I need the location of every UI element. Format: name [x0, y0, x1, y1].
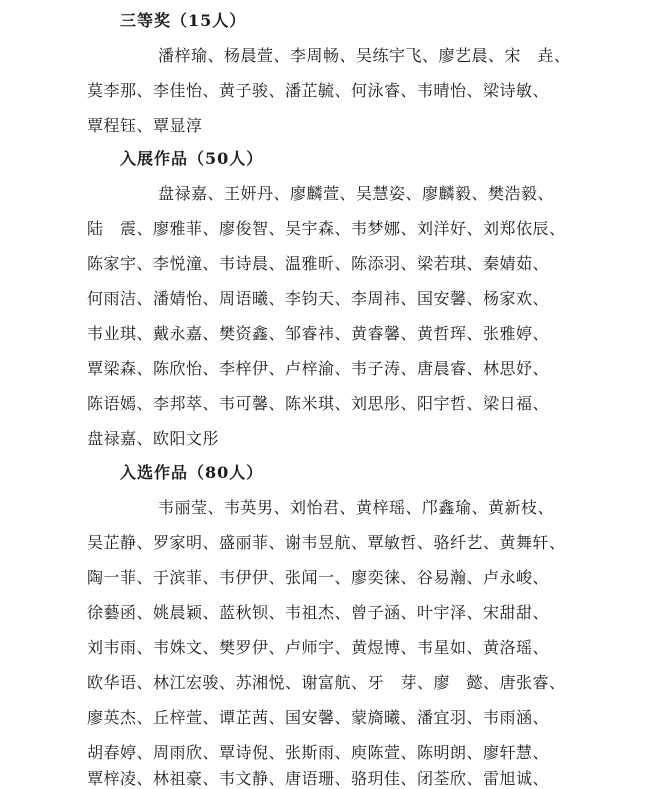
name-line: 欧华语、林江宏骏、苏湘悦、谢富航、牙 芽、廖 懿、唐张睿、 — [87, 673, 566, 692]
name-line: 陈语嫣、李邦萃、韦可馨、陈米琪、刘思彤、阳宇哲、梁日福、 — [87, 394, 550, 413]
name-line: 陆 震、廖雅菲、廖俊智、吴宇森、韦梦娜、刘洋好、刘郑依辰、 — [87, 219, 566, 238]
name-line: 覃梁森、陈欣怡、李梓伊、卢梓渝、韦子涛、唐晨睿、林思妤、 — [87, 359, 550, 378]
name-line: 廖英杰、丘梓萱、谭芷茜、国安馨、蒙旖曦、潘宜羽、韦雨涵、 — [87, 708, 550, 727]
name-line: 韦丽莹、韦英男、刘怡君、黄梓瑶、邝鑫瑜、黄新枝、 — [158, 498, 555, 517]
name-line: 覃程钰、覃显淳 — [87, 116, 203, 135]
name-line: 盘禄嘉、欧阳文彤 — [87, 429, 220, 448]
name-line: 吴芷静、罗家明、盛丽菲、谢韦昱航、覃敏哲、骆纤艺、黄舞轩、 — [87, 533, 566, 552]
section-heading-selected-works: 入选作品（80人） — [120, 463, 264, 482]
name-line: 陶一菲、于滨菲、韦伊伊、张闻一、廖奕徕、谷易瀚、卢永峻、 — [87, 568, 550, 587]
section-heading-third-prize: 三等奖（15人） — [120, 11, 247, 30]
name-line: 盘禄嘉、王妍丹、廖麟萱、吴慧姿、廖麟毅、樊浩毅、 — [158, 184, 555, 203]
name-line: 刘韦雨、韦姝文、樊罗伊、卢师宇、黄煜博、韦星如、黄洛瑶、 — [87, 638, 550, 657]
name-line: 何雨洁、潘婧怡、周语曦、李钧天、李周祎、国安馨、杨家欢、 — [87, 289, 550, 308]
name-line: 徐藝函、姚晨颖、蓝秋钡、韦祖杰、曾子涵、叶宇泽、宋甜甜、 — [87, 603, 550, 622]
section-heading-exhibited-works: 入展作品（50人） — [120, 149, 264, 168]
name-line: 胡春婷、周雨欣、覃诗倪、张斯雨、庾陈萱、陈明朗、廖轩慧、 — [87, 743, 550, 762]
name-line: 莫李那、李佳怡、黄子骏、潘芷毓、何泳睿、韦晴怡、梁诗敏、 — [87, 81, 550, 100]
name-line: 韦业琪、戴永嘉、樊资鑫、邹睿祎、黄睿馨、黄哲珲、张雅婷、 — [87, 324, 550, 343]
name-line: 潘梓瑜、杨晨萱、李周畅、吴练宇飞、廖艺晨、宋 垚、 — [158, 46, 571, 65]
name-line: 陈家宇、李悦潼、韦诗晨、温雅昕、陈添羽、梁若琪、秦婧茹、 — [87, 254, 550, 273]
name-line: 覃梓凌、林祖豪、韦文静、唐语珊、骆玥佳、闭荃欣、雷旭诚、 — [87, 769, 550, 788]
